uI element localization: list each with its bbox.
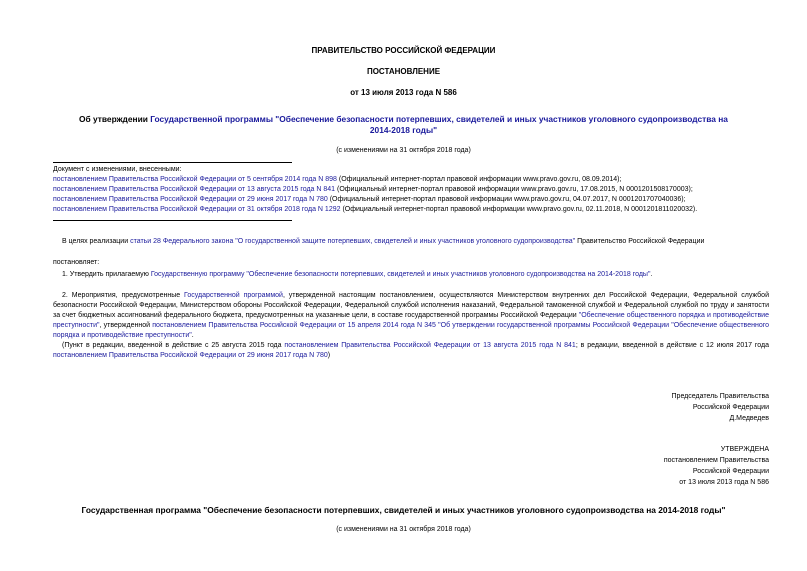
note-text: (Пункт в редакции, введенной в действие с 25 августа 2015 года: [62, 342, 285, 349]
signature-name: Д.Медведев: [729, 415, 769, 422]
change-link[interactable]: постановлением Правительства Российской Федерации от 13 августа 2015 года N 841: [53, 186, 336, 193]
approval-line: Российской Федерации: [692, 468, 769, 475]
document-type: ПОСТАНОВЛЕНИЕ: [366, 67, 441, 76]
state-program-link[interactable]: "Обеспечение общественного порядка и противодействие преступности": [53, 312, 769, 329]
resolution-345-link[interactable]: постановлением Правительства Российской Федерации от 15 апреля 2014 года N 345 "Об утверждении государственной программы Российской Федерации "Обеспечение общественного порядка и противодействие преступности": [53, 322, 770, 339]
change-link[interactable]: постановлением Правительства Российской Федерации от 29 июня 2017 года N 780: [53, 196, 328, 203]
point-2: [53, 291, 769, 341]
document-date: от 13 июля 2013 года N 586: [350, 88, 457, 97]
point-1-end: .: [650, 271, 653, 278]
separator-top: [53, 162, 292, 163]
program-link[interactable]: Государственной программой: [184, 292, 283, 299]
approval-line: постановлением Правительства: [663, 457, 769, 464]
point-2-end: .: [191, 332, 194, 339]
amendment-note: [53, 341, 769, 361]
government-heading: ПРАВИТЕЛЬСТВО РОССИЙСКОЙ ФЕДЕРАЦИИ: [311, 46, 496, 55]
point-1: [62, 270, 782, 280]
decision-word: постановляет:: [53, 259, 100, 266]
changes-list: [53, 165, 783, 215]
point-2-text: 2. Мероприятия, предусмотренные: [62, 292, 185, 299]
change-source: (Официальный интернет-портал правовой информации www.pravo.gov.ru, 17.08.2015, N 0001201508170003);: [335, 186, 693, 193]
change-link[interactable]: постановлением Правительства Российской Федерации от 31 октября 2018 года N 1292: [53, 206, 341, 213]
note-text: ; в редакции, введенной в действие с 12 июля 2017 года: [575, 342, 769, 349]
separator-bottom: [53, 220, 292, 221]
change-link[interactable]: постановлением Правительства Российской Федерации от 5 сентября 2014 года N 898: [53, 176, 337, 183]
change-source: (Официальный интернет-портал правовой информации www.pravo.gov.ru, 04.07.2017, N 0001201707040036);: [327, 196, 686, 203]
resolution-841-link[interactable]: постановлением Правительства Российской Федерации от 13 августа 2015 года N 841: [284, 342, 576, 349]
program-link[interactable]: Государственную программу "Обеспечение безопасности потерпевших, свидетелей и иных участников уголовного судопроизводства на 2014-2018 годы": [150, 271, 651, 278]
resolution-780-link[interactable]: постановлением Правительства Российской Федерации от 29 июня 2017 года N 780: [53, 352, 328, 359]
program-revision: (с изменениями на 31 октября 2018 года): [336, 526, 471, 533]
change-source: (Официальный интернет-портал правовой информации www.pravo.gov.ru, 02.11.2018, N 0001201811020032).: [340, 206, 698, 213]
list-item: [53, 195, 783, 205]
title-revision: (с изменениями на 31 октября 2018 года): [336, 147, 471, 154]
document-title: [70, 114, 737, 136]
approval-date: от 13 июля 2013 года N 586: [679, 479, 769, 486]
preamble-text: В целях реализации: [62, 238, 131, 245]
signature-block: [672, 391, 769, 424]
signature-country: Российской Федерации: [692, 404, 769, 411]
signature-position: Председатель Правительства: [671, 393, 769, 400]
point-2-text: , утвержденной: [99, 322, 153, 329]
list-item: [53, 175, 783, 185]
list-item: [53, 205, 783, 215]
law-article-link[interactable]: статьи 28 Федерального закона "О государственной защите потерпевших, свидетелей и иных участников уголовного судопроизводства": [130, 238, 576, 245]
note-end: ): [327, 352, 331, 359]
change-source: (Официальный интернет-портал правовой информации www.pravo.gov.ru, 08.09.2014);: [336, 176, 622, 183]
title-program-link[interactable]: Государственной программы "Обеспечение безопасности потерпевших, свидетелей и иных участников уголовного судопроизводства на 2014-2018 годы": [150, 114, 728, 135]
point-1-text: 1. Утвердить прилагаемую: [62, 271, 151, 278]
preamble-text-end: Правительство Российской Федерации: [575, 238, 705, 245]
approval-title: УТВЕРЖДЕНА: [720, 446, 769, 453]
preamble: [62, 237, 782, 247]
program-title: Государственная программа "Обеспечение безопасности потерпевших, свидетелей и иных участников уголовного судопроизводства на 2014-2018 годы": [81, 505, 726, 515]
approval-block: [664, 444, 769, 488]
title-prefix: Об утверждении: [79, 114, 151, 124]
point-2-text: , утвержденной настоящим постановлением, осуществляются Министерством внутренних дел Российской Федерации, Федеральной службой безопасности Российской Федерации, Министерством обороны Российской Федерации, Федеральной службой исполнения наказаний, Федеральной таможенной службой и Федеральной службой по труду и занятости за счет бюджетных ассигнований федерального бюджета, предусмотренных на указанные цели, в составе государственной программы Российской Федерации: [53, 292, 769, 319]
changes-intro: Документ с изменениями, внесенными:: [53, 166, 182, 173]
list-item: [53, 185, 783, 195]
